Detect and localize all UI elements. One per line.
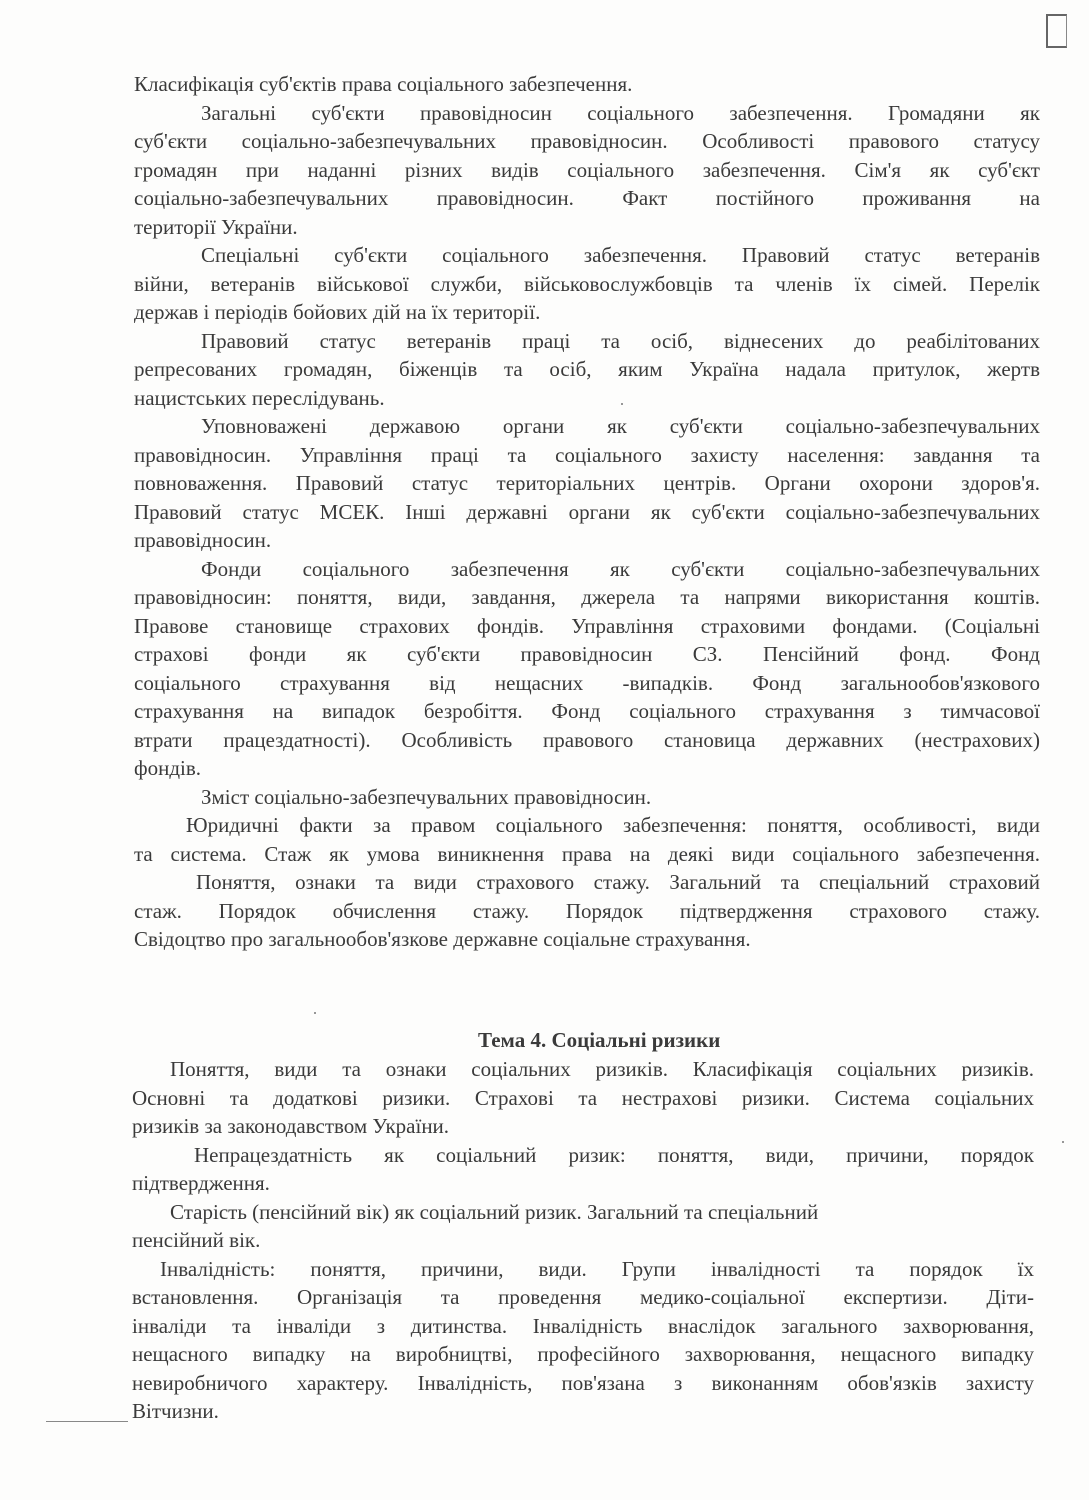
paragraph-line: Основні та додаткові ризики. Страхові та нестрахові ризики. Система соціальних: [132, 1085, 1034, 1110]
paragraph-line: території України.: [134, 214, 298, 239]
paragraph-line: Свідоцтво про загальнообов'язкове державне соціальне страхування.: [134, 927, 751, 951]
paragraph-line: Загальні суб'єкти правовідносин соціального забезпечення. Громадяни як: [201, 100, 1040, 125]
paragraph-line: Непрацездатність як соціальний ризик: поняття, види, причини, порядок: [194, 1142, 1034, 1167]
paragraph-line: Правовий статус ветеранів праці та осіб, віднесених до реабілітованих: [201, 328, 1040, 353]
paragraph-line: страхування на випадок безробіття. Фонд соціального страхування з тимчасової: [134, 699, 1040, 723]
paragraph-line: Вітчизни.: [132, 1399, 219, 1423]
paragraph-line: страхові фонди як суб'єкти правовідносин СЗ. Пенсійний фонд. Фонд: [134, 642, 1040, 666]
paragraph-line: правовідносин: поняття, види, завдання, джерела та напрями використання коштів.: [134, 585, 1040, 609]
paragraph-line: Фонди соціального забезпечення як суб'єкти соціально-забезпечувальних: [201, 556, 1040, 581]
paragraph-line: війни, ветеранів військової служби, військовослужбовців та членів їх сімей. Перелік: [134, 271, 1040, 296]
paragraph-line: соціально-забезпечувальних правовідносин. Факт постійного проживання на: [134, 186, 1040, 210]
paragraph-line: правовідносин. Управління праці та соціального захисту населення: завдання та: [134, 442, 1040, 467]
paragraph-line: репресованих громадян, біженців та осіб, яким Україна надала притулок, жертв: [134, 357, 1040, 381]
paragraph-line: повноваження. Правовий статус територіальних центрів. Органи охорони здоров'я.: [134, 471, 1040, 495]
paragraph-line: Юридичні факти за правом соціального забезпечення: поняття, особливості, види: [186, 813, 1040, 837]
paragraph-line: держав і періодів бойових дій на їх території.: [134, 300, 541, 324]
margin-rule: [46, 1421, 128, 1422]
paragraph-line: Старість (пенсійний вік) як соціальний ризик. Загальний та спеціальний: [170, 1199, 819, 1224]
paragraph-line: підтвердження.: [132, 1171, 270, 1195]
paragraph-line: Уповноважені державою органи як суб'єкти соціально-забезпечувальних: [201, 414, 1040, 438]
paragraph-line: нещасного випадку на виробництві, професійного захворювання, нещасного випадку: [132, 1342, 1034, 1366]
corner-mark: [1046, 14, 1067, 48]
paragraph-classification: Класифікація суб'єктів права соціального забезпечення.: [134, 72, 633, 96]
paragraph-line: стаж. Порядок обчислення стажу. Порядок підтвердження страхового стажу.: [134, 898, 1040, 923]
section-heading: Тема 4. Соціальні ризики: [478, 1028, 721, 1052]
paragraph-line: нацистських переслідувань.: [134, 385, 385, 410]
paragraph-line: Інвалідність: поняття, причини, види. Групи інвалідності та порядок їх: [160, 1256, 1034, 1281]
paragraph-line: Поняття, види та ознаки соціальних ризиків. Класифікація соціальних ризиків.: [170, 1057, 1034, 1081]
paragraph-line: невиробничого характеру. Інвалідність, пов'язана з виконанням обов'язків захисту: [132, 1370, 1034, 1395]
paragraph-line: правовідносин.: [134, 528, 272, 552]
paragraph-line: громадян при наданні різних видів соціального забезпечення. Сім'я як суб'єкт: [134, 157, 1040, 182]
paragraph-line: ризиків за законодавством України.: [132, 1114, 450, 1138]
paragraph-line: інваліди та інваліди з дитинства. Інвалідність внаслідок загального захворювання,: [132, 1313, 1034, 1338]
paragraph-line: соціального страхування від нещасних -випадків. Фонд загальнообов'язкового: [134, 670, 1040, 695]
scan-speck: [314, 1012, 316, 1014]
paragraph-line: втрати працездатності). Особливість правового становица державних (нестрахових): [134, 727, 1040, 752]
paragraph-line: та система. Стаж як умова виникнення права на деякі види соціального забезпечення.: [134, 841, 1040, 866]
section-1-body: [134, 70, 1040, 954]
paragraph-line: пенсійний вік.: [132, 1228, 261, 1252]
section-2-body: [132, 1055, 1034, 1426]
paragraph-line: Зміст соціально-забезпечувальних правовідносин.: [201, 784, 652, 809]
paragraph-line: встановлення. Організація та проведення медико-соціальної експертизи. Діти-: [132, 1285, 1034, 1309]
scan-speck: [1062, 1141, 1064, 1143]
paragraph-line: Поняття, ознаки та види страхового стажу. Загальний та спеціальний страховий: [196, 870, 1040, 894]
paragraph-line: Спеціальні суб'єкти соціального забезпечення. Правовий статус ветеранів: [201, 243, 1040, 267]
paragraph-line: Правовий статус МСЕК. Інші державні органи як суб'єкти соціально-забезпечувальних: [134, 499, 1040, 524]
paragraph-line: суб'єкти соціально-забезпечувальних правовідносин. Особливості правового статусу: [134, 129, 1040, 153]
paragraph-line: фондів.: [134, 756, 202, 780]
paragraph-line: Правове становище страхових фондів. Управління страховими фондами. (Соціальні: [134, 613, 1040, 638]
